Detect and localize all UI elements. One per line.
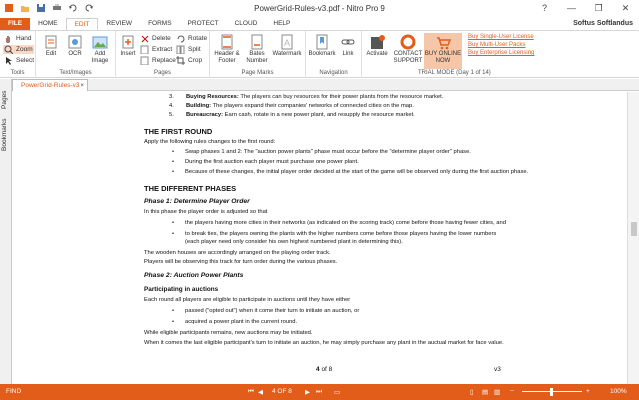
crop-button[interactable]: Crop xyxy=(176,56,202,65)
tab-protect[interactable]: PROTECT xyxy=(187,20,219,27)
bates-icon xyxy=(248,34,266,50)
group-label-text-images: Text/Images xyxy=(59,70,92,76)
link-button[interactable]: Link xyxy=(338,34,358,58)
delete-icon xyxy=(140,34,149,43)
zoom-tool[interactable]: Zoom xyxy=(3,45,34,54)
tab-review[interactable]: REVIEW xyxy=(106,20,133,27)
group-trial xyxy=(362,31,639,78)
group-label-tools: Tools xyxy=(10,70,25,76)
group-tools xyxy=(0,31,36,78)
buy-online-button[interactable]: BUY ONLINE NOW xyxy=(424,33,462,69)
link-single-user[interactable]: Buy Single-User License xyxy=(468,34,534,40)
insert-button[interactable]: Insert xyxy=(119,34,137,58)
heading-phase-1: Phase 1: Determine Player Order xyxy=(144,198,250,205)
ocr-icon xyxy=(66,34,84,50)
continuous-icon[interactable]: ▤ xyxy=(482,389,489,396)
paragraph: While eligible participants remains, new auctions may be initiated. xyxy=(144,330,313,336)
paragraph: Players will be observing this track for turn order during the various phases. xyxy=(144,259,338,265)
facing-icon[interactable]: ▥ xyxy=(494,389,501,396)
split-icon xyxy=(176,45,185,54)
svg-text:A: A xyxy=(284,38,291,48)
bookmarks-panel-tab[interactable]: Bookmarks xyxy=(1,118,8,151)
watermark-button[interactable]: A Watermark xyxy=(270,34,304,58)
paragraph: Each round all players are eligible to participate in auctions until they have either xyxy=(144,297,351,303)
cart-icon xyxy=(434,34,452,50)
last-page-icon[interactable]: ⏭ xyxy=(316,388,322,395)
group-navigation xyxy=(306,31,362,78)
edit-text-icon xyxy=(42,34,60,50)
heading-first-round: THE FIRST ROUND xyxy=(144,127,213,136)
delete-button[interactable]: Delete xyxy=(140,34,171,43)
crop-icon xyxy=(176,56,185,65)
hand-icon xyxy=(4,34,13,43)
activate-button[interactable]: Activate xyxy=(364,34,390,58)
page-footer: 4 of 8 xyxy=(316,366,333,373)
help-icon[interactable]: ? xyxy=(541,3,547,13)
tab-help[interactable]: HELP xyxy=(273,20,291,27)
watermark-icon xyxy=(278,34,296,50)
rotate-button[interactable]: Rotate xyxy=(176,34,207,43)
document-tab[interactable]: PowerGrid-Rules-v3 × xyxy=(12,79,88,91)
prev-page-icon[interactable]: ◀ xyxy=(258,389,263,396)
user-name[interactable]: Softus Softlandus xyxy=(573,20,633,27)
paragraph: In this phase the player order is adjusted so that xyxy=(144,209,268,215)
group-text-images xyxy=(36,31,116,78)
group-label-page-marks: Page Marks xyxy=(241,70,274,76)
paragraph: When it comes the last eligible participant's turn to initiate an auction, he may simply purchase any plant in the auctual market for face value. xyxy=(144,340,504,346)
split-button[interactable]: Split xyxy=(176,45,201,54)
insert-page-icon xyxy=(119,34,137,50)
activate-icon xyxy=(368,34,386,50)
extract-button[interactable]: Extract xyxy=(140,45,172,54)
window-title: PowerGrid-Rules-v3.pdf - Nitro Pro 9 xyxy=(254,4,385,13)
tab-home[interactable]: HOME xyxy=(38,20,58,27)
document-page[interactable]: 3. Buying Resources: The players can buy resources for their power plants from the resource market. 4. Building: The players expand their companies' networks of connected cities on the map. 5. Bureaucracy: Earn cash, rotate in a new power plant, and resupply the resource market. THE FIRST ROUND Apply the following rules changes to the first round: • Swap phases 1 and 2: The "auction power plants" phase must occur before the "determine player order" phase. • During the first auction each player must purchase one power plant. • Because of these changes, the initial player order decided at the start of the game will be observed only during the first auction phase. THE DIFFERENT PHASES Phase 1: Determine Player Order In this phase the player order is adjusted so that • the players having more cities in their networks (as indicated on the scoring track) come before those having fewer cities, and • to break ties, the players owning the plants with the higher numbers come before those players having the lower numbers (each player need only consider his own highest numbered plant in determining this). The wooden houses are accordingly arranged on the playing order track. Players will be observing this track for turn order during the various phases. Phase 2: Auction Power Plants Participating in auctions Each round all players are eligible to participate in auctions until they have either • passed ("opted out") when it come their turn to initiate an auction, or • acquired a power plant in the current round. While eligible participants remains, new auctions may be initiated. When it comes the last eligible participant's turn to initiate an auction, he may simply purchase any plant in the auctual market for face value. 4 of 8 v3 xyxy=(13,92,627,384)
pages-panel-tab[interactable]: Pages xyxy=(1,90,8,109)
zoom-out-icon[interactable]: − xyxy=(510,388,514,395)
replace-button[interactable]: Replace xyxy=(140,56,176,65)
heading-phase-2: Phase 2: Auction Power Plants xyxy=(144,272,244,279)
add-image-button[interactable]: Add Image xyxy=(88,34,112,65)
ribbon xyxy=(0,30,639,78)
paragraph: The wooden houses are accordingly arranged on the playing order track. xyxy=(144,250,331,256)
fit-page-icon[interactable]: ▭ xyxy=(334,389,341,396)
bookmark-icon xyxy=(313,34,331,50)
scrollbar-thumb[interactable] xyxy=(631,222,637,236)
lifebuoy-icon xyxy=(399,34,417,50)
replace-icon xyxy=(140,56,149,65)
title-bar xyxy=(0,0,639,18)
maximize-button[interactable]: ❐ xyxy=(594,2,603,13)
paragraph: Apply the following rules changes to the first round: xyxy=(144,139,276,145)
close-button[interactable]: ✕ xyxy=(621,2,630,13)
zoom-icon xyxy=(4,45,13,54)
zoom-slider-thumb[interactable] xyxy=(550,388,553,396)
extract-icon xyxy=(140,45,149,54)
header-footer-icon xyxy=(218,34,236,50)
status-bar xyxy=(0,384,639,400)
group-label-navigation: Navigation xyxy=(319,70,348,76)
purchase-links xyxy=(468,34,534,56)
bookmark-button[interactable]: Bookmark xyxy=(308,34,336,58)
group-label-trial: TRIAL MODE (Day 1 of 14) xyxy=(418,70,491,76)
footer-version: v3 xyxy=(494,366,501,373)
bates-number-button[interactable]: Bates Number xyxy=(244,34,270,65)
tab-cloud[interactable]: CLOUD xyxy=(234,20,258,27)
minimize-button[interactable]: — xyxy=(567,3,576,13)
group-label-pages: Pages xyxy=(153,70,171,76)
tab-edit[interactable]: EDIT xyxy=(66,18,99,30)
edit-button[interactable]: Edit xyxy=(42,34,60,58)
select-tool[interactable]: Select xyxy=(4,56,34,65)
tab-file[interactable]: FILE xyxy=(0,18,30,30)
image-icon xyxy=(91,34,109,50)
page-indicator[interactable]: 4 OF 8 xyxy=(272,388,292,395)
find-label[interactable]: FIND xyxy=(6,388,22,395)
single-page-icon[interactable]: ▯ xyxy=(470,389,474,396)
ocr-button[interactable]: OCR xyxy=(66,34,84,58)
left-sidebar xyxy=(0,79,12,384)
rotate-icon xyxy=(176,34,185,43)
contact-support-button[interactable]: CONTACT SUPPORT xyxy=(392,34,424,65)
link-enterprise[interactable]: Buy Enterprise Licensing xyxy=(468,50,535,56)
heading-phases: THE DIFFERENT PHASES xyxy=(144,184,237,193)
tab-forms[interactable]: FORMS xyxy=(148,20,172,27)
link-icon xyxy=(339,34,357,50)
next-page-icon[interactable]: ▶ xyxy=(305,389,310,396)
header-footer-button[interactable]: Header & Footer xyxy=(212,34,242,65)
hand-tool[interactable]: Hand xyxy=(4,34,32,43)
link-multi-user[interactable]: Buy Multi-User Packs xyxy=(468,42,526,48)
ribbon-tabs xyxy=(0,18,639,30)
cursor-icon xyxy=(4,56,13,65)
group-pages xyxy=(116,31,210,78)
group-page-marks xyxy=(210,31,306,78)
document-tabs xyxy=(12,79,639,91)
zoom-in-icon[interactable]: + xyxy=(586,388,590,395)
first-page-icon[interactable]: ⏮ xyxy=(248,388,254,395)
close-tab-icon[interactable]: × xyxy=(80,82,84,89)
vertical-scrollbar[interactable] xyxy=(627,92,639,384)
zoom-level[interactable]: 100% xyxy=(610,388,627,395)
heading-participating: Participating in auctions xyxy=(144,286,219,293)
